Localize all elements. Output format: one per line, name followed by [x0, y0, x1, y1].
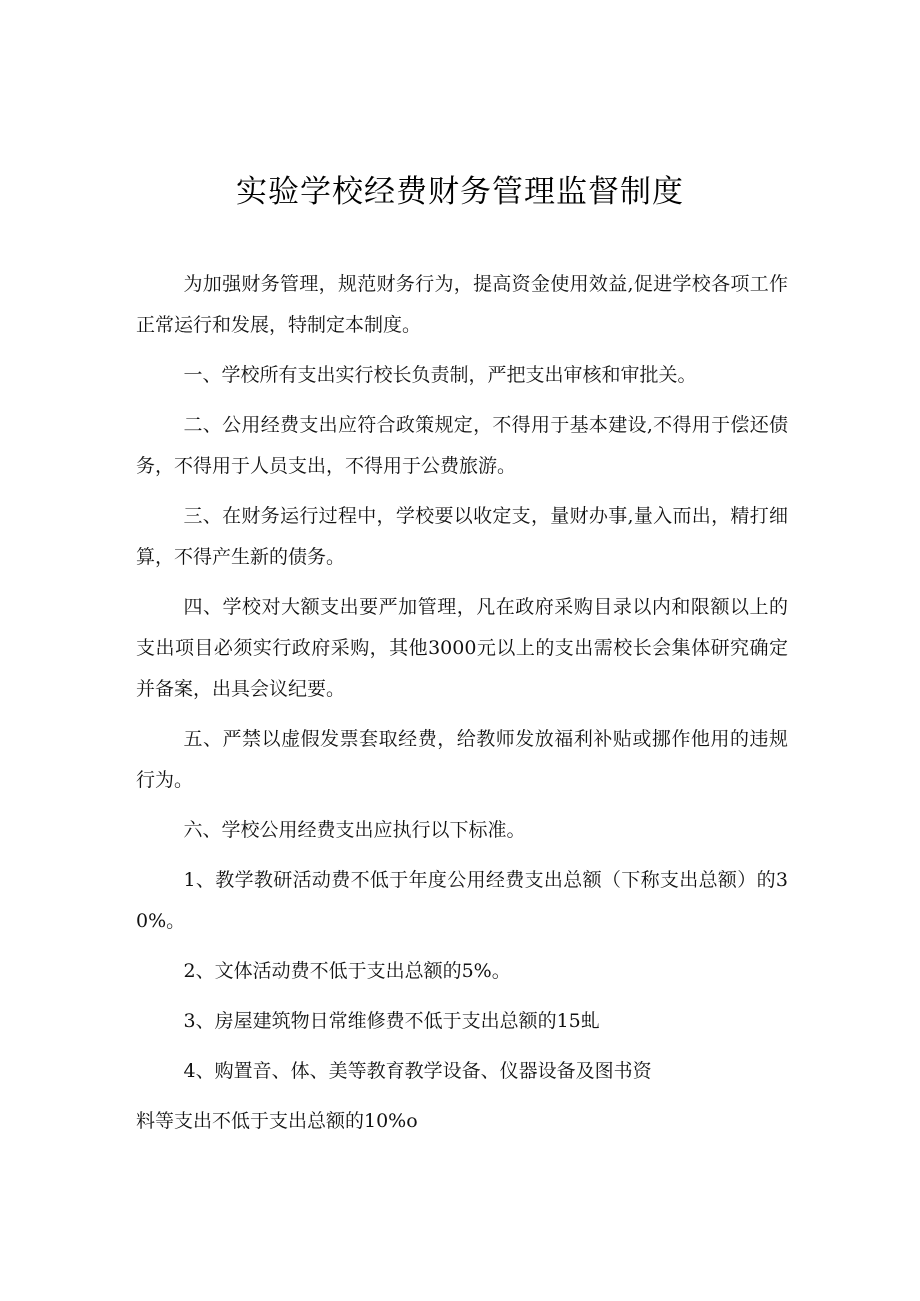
paragraph-item-6: 六、学校公用经费支出应执行以下标准。 [183, 819, 526, 841]
paragraph-standard-3: 3、房屋建筑物日常维修费不低于支出总额的15虬 [183, 1010, 600, 1032]
paragraph-item-5: 五、严禁以虚假发票套取经费，给教师发放福利补贴或挪作他用的违规行为。 [136, 728, 788, 791]
paragraph-standard-1: 1、教学教研活动费不低于年度公用经费支出总额（下称支出总额）的30%。 [136, 869, 788, 932]
document-body [136, 264, 788, 1142]
paragraph-standard-4-continuation: 料等支出不低于支出总额的10%o [136, 1110, 418, 1132]
paragraph-standard-4: 4、购置音、体、美等教育教学设备、仪器设备及图书资 [183, 1060, 652, 1082]
paragraph-item-1: 一、学校所有支出实行校长负责制，严把支出审核和审批关。 [183, 364, 697, 386]
paragraph-item-3: 三、在财务运行过程中，学校要以收定支，量财办事,量入而出，精打细算，不得产生新的债务。 [136, 505, 788, 568]
paragraph-item-4: 四、学校对大额支出要严加管理，凡在政府采购目录以内和限额以上的支出项目必须实行政府采购，其他3000元以上的支出需校长会集体研究确定并备案，出具会议纪要。 [136, 596, 788, 700]
paragraph-standard-2: 2、文体活动费不低于支出总额的5%。 [183, 960, 511, 982]
document-title: 实验学校经费财务管理监督制度 [236, 174, 684, 210]
paragraph-intro: 为加强财务管理，规范财务行为，提高资金使用效益,促进学校各项工作正常运行和发展，特制定本制度。 [136, 273, 788, 336]
paragraph-item-2: 二、公用经费支出应符合政策规定，不得用于基本建设,不得用于偿还债务，不得用于人员支出，不得用于公费旅游。 [136, 414, 788, 477]
